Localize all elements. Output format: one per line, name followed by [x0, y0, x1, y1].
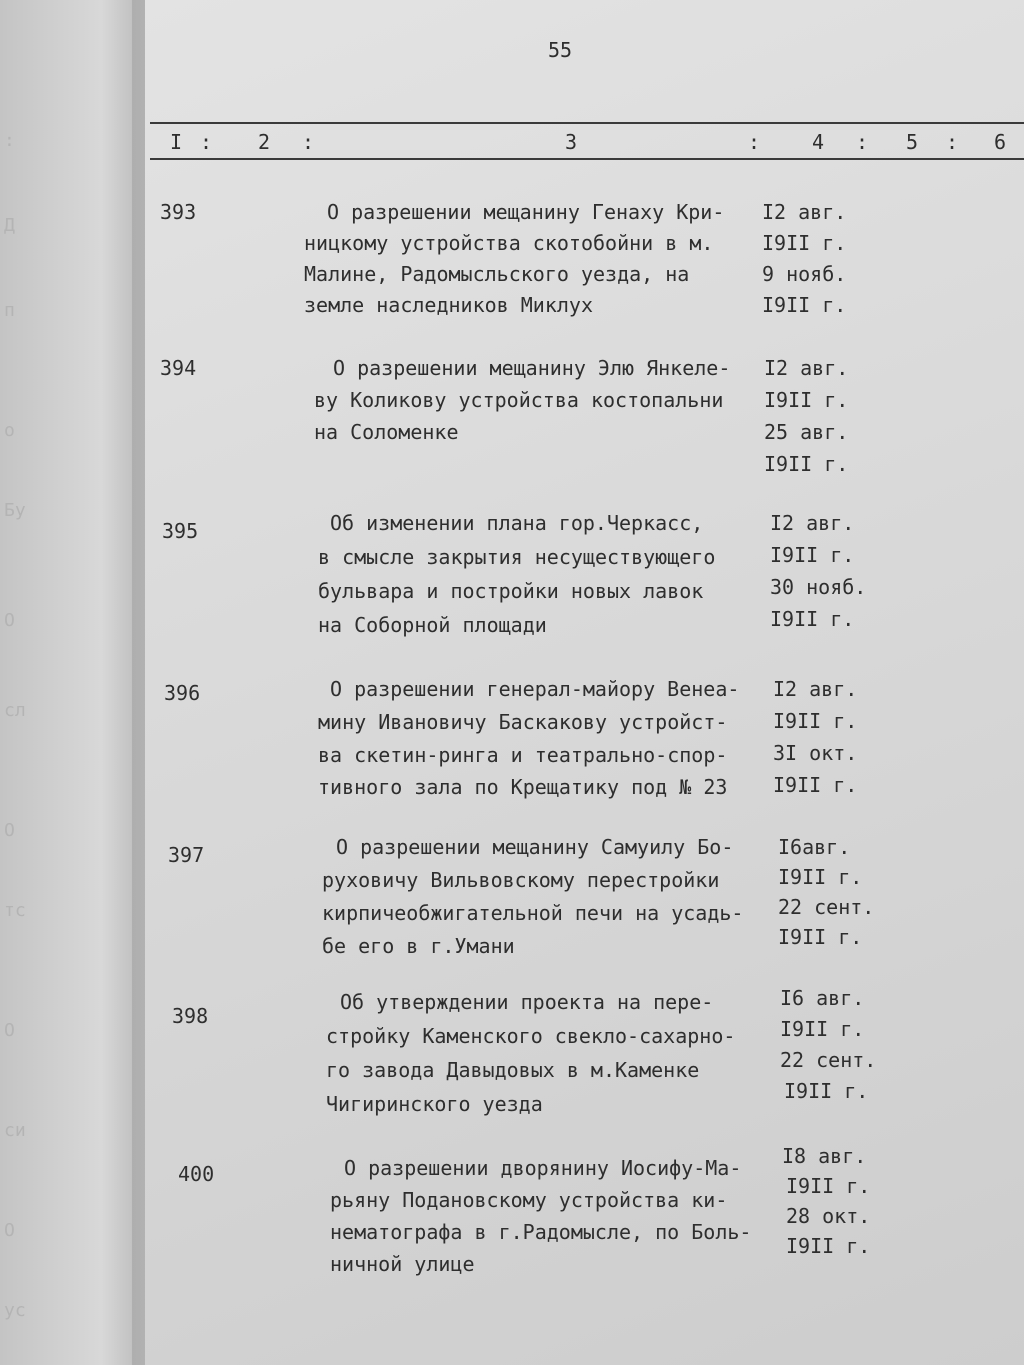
entry-text-line: О разрешении мещанину Элю Янкеле-: [333, 356, 731, 380]
entry-date: I9II г.: [778, 865, 863, 889]
entry-date: I9II г.: [773, 709, 858, 733]
entry-date: I9II г.: [786, 1174, 871, 1198]
entry-text-line: О разрешении мещанину Генаху Кри-: [327, 200, 725, 224]
entry-text-line: мину Ивановичу Баскакову устройст-: [318, 710, 728, 734]
entry-text-line: бульвара и постройки новых лавок: [318, 579, 704, 603]
entry-date: I9II г.: [764, 388, 849, 412]
entry-date: I9II г.: [778, 925, 863, 949]
column-header-4: 4 :: [812, 130, 869, 154]
entry-text-line: бе его в г.Умани: [322, 934, 515, 958]
entry-text-line: нематографа в г.Радомысле, по Боль-: [330, 1220, 752, 1244]
entry-date: 22 сент.: [780, 1048, 877, 1072]
entry-text-line: руховичу Вильвовскому перестройки: [322, 868, 720, 892]
entry-date: I9II г.: [762, 231, 847, 255]
column-separator-3: :: [748, 130, 761, 154]
entry-text-line: го завода Давыдовых в м.Каменке: [326, 1058, 700, 1082]
entry-text-line: О разрешении дворянину Иосифу-Ма-: [344, 1156, 742, 1180]
entry-text-line: ницкому устройства скотобойни в м.: [304, 231, 714, 255]
table-header-bottom-rule: [150, 158, 1024, 160]
entry-number: 400: [178, 1162, 215, 1186]
column-header-1: I :: [170, 130, 213, 154]
entry-date: I9II г.: [784, 1079, 869, 1103]
entry-text-line: кирпичеобжигательной печи на усадь-: [322, 901, 744, 925]
entry-date: 22 сент.: [778, 895, 875, 919]
entry-text-line: Об изменении плана гор.Черкасс,: [330, 511, 704, 535]
entry-date: I2 авг.: [770, 511, 855, 535]
entry-date: 3I окт.: [773, 741, 858, 765]
entry-date: I6 авг.: [780, 986, 865, 1010]
entry-number: 397: [168, 843, 205, 867]
column-header-6: 6: [994, 130, 1007, 154]
entry-text-line: Малине, Радомысльского уезда, на: [304, 262, 690, 286]
facing-page-show-through: : Д п о Бу О сл О тс О си О ус: [4, 130, 26, 1321]
column-header-2: 2 :: [258, 130, 315, 154]
entry-date: I8 авг.: [782, 1144, 867, 1168]
column-header-3: 3: [565, 130, 578, 154]
entry-text-line: О разрешении мещанину Самуилу Бо-: [336, 835, 734, 859]
entry-text-line: земле наследников Миклух: [304, 293, 593, 317]
entry-text-line: на Соломенке: [314, 420, 459, 444]
entry-date: I2 авг.: [762, 200, 847, 224]
entry-date: I9II г.: [762, 293, 847, 317]
entry-text-line: в смысле закрытия несуществующего: [318, 545, 716, 569]
entry-number: 396: [164, 681, 201, 705]
entry-date: I9II г.: [780, 1017, 865, 1041]
entry-text-line: ву Коликову устройства костопальни: [314, 388, 724, 412]
entry-number: 395: [162, 519, 199, 543]
entry-date: I6авг.: [778, 835, 851, 859]
entry-date: 9 нояб.: [762, 262, 847, 286]
entry-date: I9II г.: [770, 607, 855, 631]
entry-date: 30 нояб.: [770, 575, 867, 599]
entry-date: I2 авг.: [773, 677, 858, 701]
entry-date: 25 авг.: [764, 420, 849, 444]
entry-number: 398: [172, 1004, 209, 1028]
entry-number: 394: [160, 356, 197, 380]
entry-date: I9II г.: [773, 773, 858, 797]
entry-text-line: стройку Каменского свекло-сахарно-: [326, 1024, 736, 1048]
entry-date: I2 авг.: [764, 356, 849, 380]
page-number: 55: [548, 38, 573, 62]
entry-date: I9II г.: [764, 452, 849, 476]
entry-text-line: Чигиринского уезда: [326, 1092, 543, 1116]
entry-text-line: на Соборной площади: [318, 613, 547, 637]
entry-date: I9II г.: [786, 1234, 871, 1258]
entry-text-line: ничной улице: [330, 1252, 475, 1276]
entry-date: 28 окт.: [786, 1204, 871, 1228]
entry-text-line: ва скетин-ринга и театрально-спор-: [318, 743, 728, 767]
table-header-top-rule: [150, 122, 1024, 124]
entry-date: I9II г.: [770, 543, 855, 567]
entry-text-line: тивного зала по Крещатику под № 23: [318, 775, 728, 799]
column-header-5: 5 :: [906, 130, 959, 154]
entry-text-line: О разрешении генерал-майору Венеа-: [330, 677, 740, 701]
entry-text-line: Об утверждении проекта на пере-: [340, 990, 714, 1014]
entry-number: 393: [160, 200, 197, 224]
entry-text-line: рьяну Подановскому устройства ки-: [330, 1188, 728, 1212]
